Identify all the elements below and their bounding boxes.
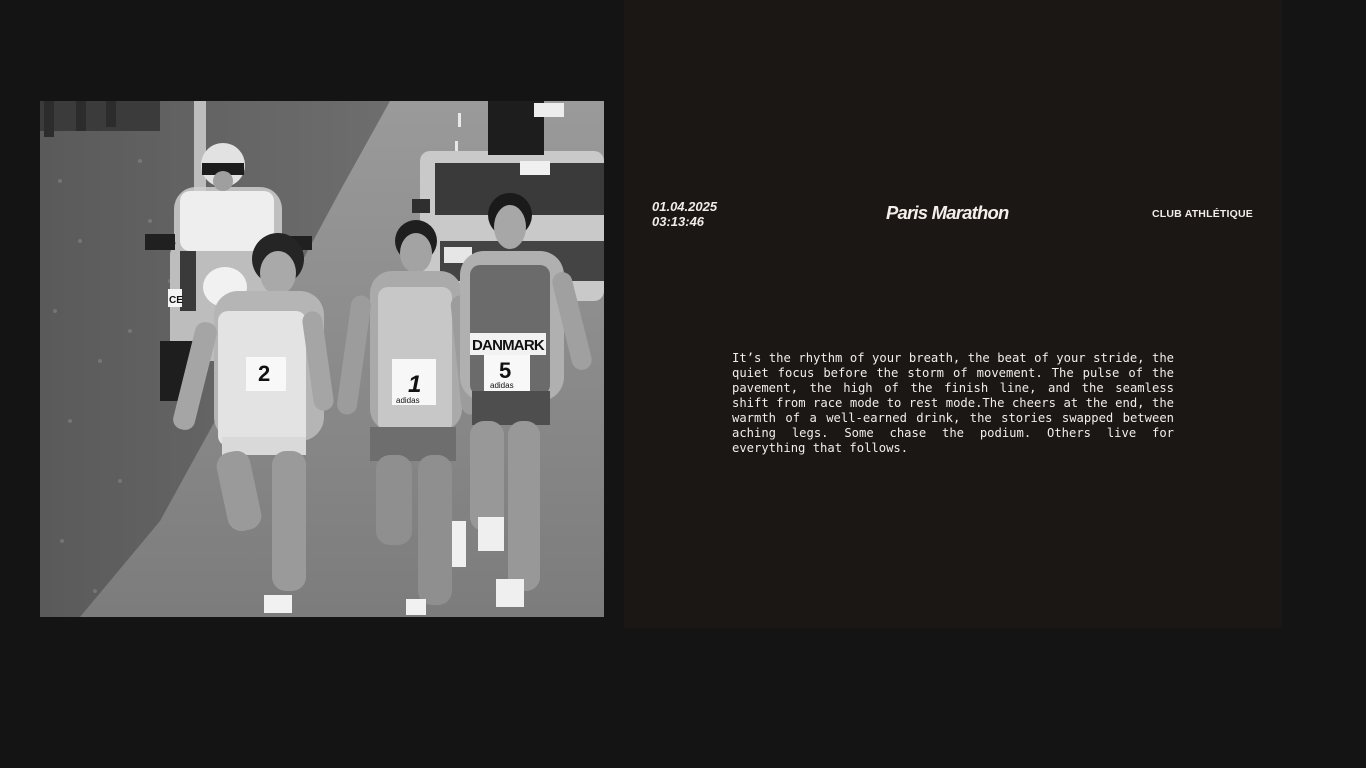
motorcycle-label: CE	[169, 295, 183, 306]
race-date: 01.04.2025	[652, 199, 718, 214]
bib-1: 1	[408, 371, 422, 398]
bib-5: 5	[499, 358, 512, 383]
sponsor-runner-5: adidas	[490, 381, 514, 390]
club-name: CLUB ATHLÉTIQUE	[1152, 208, 1253, 220]
bib-2: 2	[258, 361, 271, 386]
vest-country-label: DANMARK	[472, 337, 544, 354]
race-time: 03:13:46	[652, 214, 705, 229]
marathon-photo-illustration	[40, 101, 604, 617]
page-title: Paris Marathon	[886, 202, 1009, 223]
sponsor-runner-1: adidas	[396, 396, 420, 405]
marathon-photo	[40, 101, 604, 617]
race-datetime	[652, 199, 717, 229]
article-text: It’s the rhythm of your breath, the beat of your stride, the quiet focus before the storm of movement. The pulse of the pavement, the high of the finish line, and the seamless shift from race mode to rest mode.The cheers at the end, the warmth of a well-earned drink, the stories swapped between aching legs. Some chase the podium. Others live for everything that follows.	[732, 351, 1174, 455]
info-panel	[624, 0, 1282, 628]
